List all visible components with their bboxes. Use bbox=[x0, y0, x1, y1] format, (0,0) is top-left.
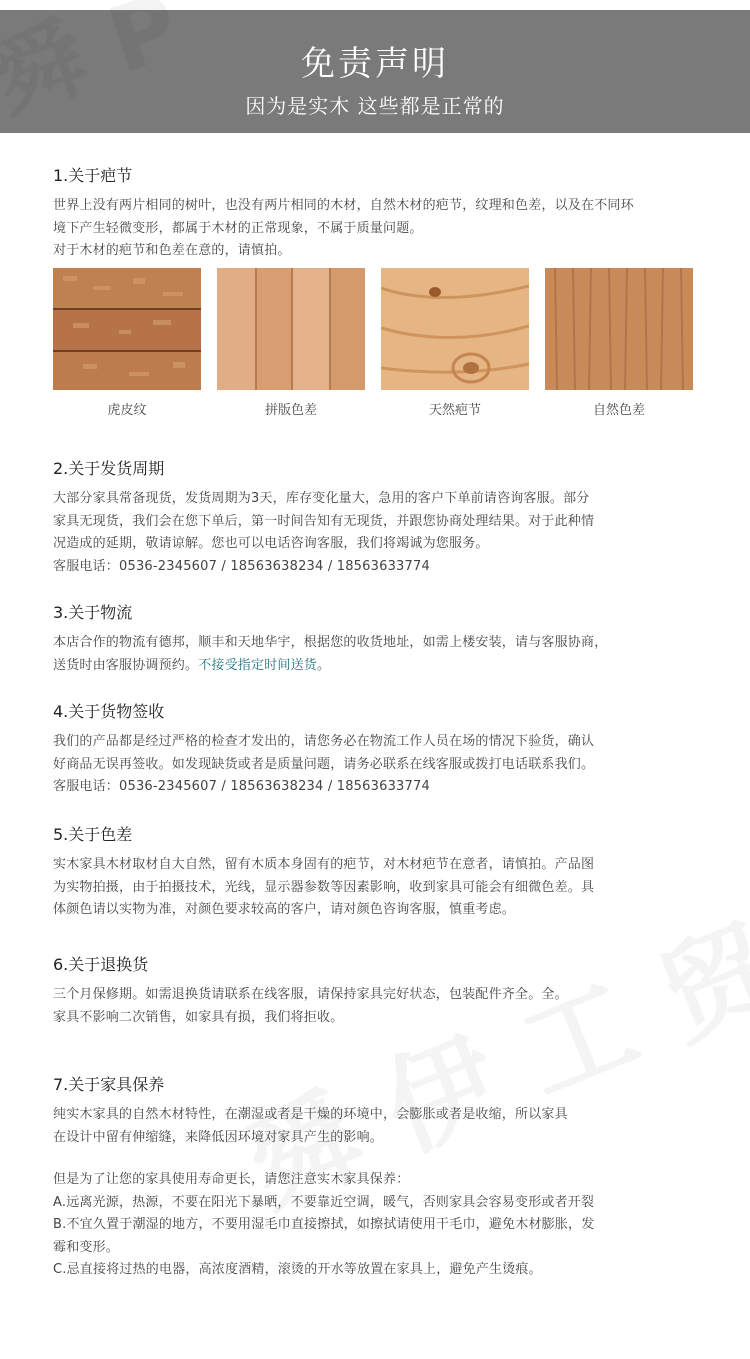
section-heading: 2.关于发货周期 bbox=[53, 459, 165, 478]
paragraph-line: C.忌直接将过热的电器，高浓度酒精，滚烫的开水等放置在家具上，避免产生烫痕。 bbox=[53, 1262, 542, 1277]
paragraph-line: 在设计中留有伸缩缝，来降低因环境对家具产生的影响。 bbox=[53, 1129, 384, 1145]
section-heading: 1.关于疤节 bbox=[53, 166, 133, 185]
wood-label: 拼版色差 bbox=[264, 403, 317, 418]
paragraph-line: 但是为了让您的家具使用寿命更长，请您注意实木家具保养： bbox=[53, 1172, 410, 1187]
paragraph-line: 境下产生轻微变形，都属于木材的正常现象，不属于质量问题。 bbox=[53, 220, 423, 236]
paragraph-line: 为实物拍摄，由于拍摄技术，光线，显示器参数等因素影响，收到家具可能会有细微色差。具 bbox=[53, 879, 595, 895]
section-care bbox=[53, 1072, 703, 1282]
section-receipt bbox=[53, 699, 703, 799]
natural-color-image bbox=[545, 268, 693, 390]
paragraph-line: 我们的产品都是经过严格的检查才发出的，请您务必在物流工作人员在场的情况下验货，确认 bbox=[53, 734, 595, 749]
paragraph-line: 霉和变形。 bbox=[53, 1239, 120, 1255]
page-title: 免责声明 bbox=[301, 44, 449, 84]
paragraph-line: A.远离光源，热源，不要在阳光下暴晒，不要靠近空调，暖气，否则家具会容易变形或者开裂 bbox=[53, 1194, 595, 1210]
paragraph-line: 大部分家具常备现货，发货周期为3天，库存变化量大，急用的客户下单前请咨询客服。部分 bbox=[53, 491, 590, 506]
paragraph-line: 世界上没有两片相同的树叶，也没有两片相同的木材，自然木材的疤节，纹理和色差，以及在不同环 bbox=[53, 198, 634, 213]
paragraph-line: 对于木材的疤节和色差在意的，请慎拍。 bbox=[53, 243, 291, 258]
section-heading: 5.关于色差 bbox=[53, 825, 133, 844]
paragraph-line: 纯实木家具的自然木材特性，在潮湿或者是干燥的环境中，会膨胀或者是收缩，所以家具 bbox=[53, 1107, 568, 1122]
joint-color-image bbox=[217, 268, 365, 390]
section-heading: 3.关于物流 bbox=[53, 603, 133, 622]
tiger-grain-image bbox=[53, 268, 201, 390]
section-heading: 4.关于货物签收 bbox=[53, 702, 165, 721]
paragraph-line: 三个月保修期。如需退换货请联系在线客服，请保持家具完好状态，包装配件齐全。全。 bbox=[53, 987, 568, 1002]
highlight-text: 不接受指定时间送货 bbox=[198, 657, 318, 673]
paragraph-line: 实木家具木材取材自大自然，留有木质本身固有的疤节，对木材疤节在意者，请慎拍。产品图 bbox=[53, 857, 595, 872]
text-span: 送货时由客服协调预约。 bbox=[53, 657, 199, 673]
paragraph-line: 家具不影响二次销售，如家具有损，我们将拒收。 bbox=[53, 1009, 344, 1025]
wood-samples bbox=[53, 268, 693, 418]
section-logistics bbox=[53, 600, 703, 677]
paragraph-line: 家具无现货，我们会在您下单后，第一时间告知有无现货，并跟您协商处理结果。对于此种情 bbox=[53, 513, 595, 529]
paragraph-line: 本店合作的物流有德邦，顺丰和天地华宇，根据您的收货地址，如需上楼安装，请与客服协商， bbox=[53, 635, 608, 650]
contact-phone: 客服电话：0536-2345607 / 18563638234 / 18563633774 bbox=[53, 779, 430, 794]
paragraph-line: 好商品无误再签收。如发现缺货或者是质量问题，请务必联系在线客服或拨打电话联系我们。 bbox=[53, 756, 595, 772]
section-knots bbox=[53, 163, 703, 263]
paragraph-line: 体颜色请以实物为准，对颜色要求较高的客户，请对颜色咨询客服，慎重考虑。 bbox=[53, 902, 516, 917]
natural-knot-image bbox=[381, 268, 529, 390]
section-heading: 6.关于退换货 bbox=[53, 955, 149, 974]
section-shipping bbox=[53, 456, 703, 578]
page-subtitle: 因为是实木 这些都是正常的 bbox=[245, 94, 505, 118]
paragraph-line bbox=[53, 655, 703, 678]
section-heading: 7.关于家具保养 bbox=[53, 1075, 165, 1094]
paragraph-line: B.不宜久置于潮湿的地方，不要用湿毛巾直接擦拭，如擦拭请使用干毛巾，避免木材膨胀，发 bbox=[53, 1217, 595, 1232]
wood-label: 虎皮纹 bbox=[107, 403, 147, 418]
section-returns bbox=[53, 952, 703, 1029]
wood-label: 天然疤节 bbox=[428, 403, 481, 418]
paragraph-line: 况造成的延期，敬请谅解。您也可以电话咨询客服，我们将竭诚为您服务。 bbox=[53, 536, 489, 551]
section-color bbox=[53, 822, 703, 922]
header-banner bbox=[0, 10, 750, 133]
wood-label: 自然色差 bbox=[592, 403, 645, 418]
text-span: 。 bbox=[317, 657, 331, 673]
contact-phone: 客服电话：0536-2345607 / 18563638234 / 18563633774 bbox=[53, 558, 430, 574]
